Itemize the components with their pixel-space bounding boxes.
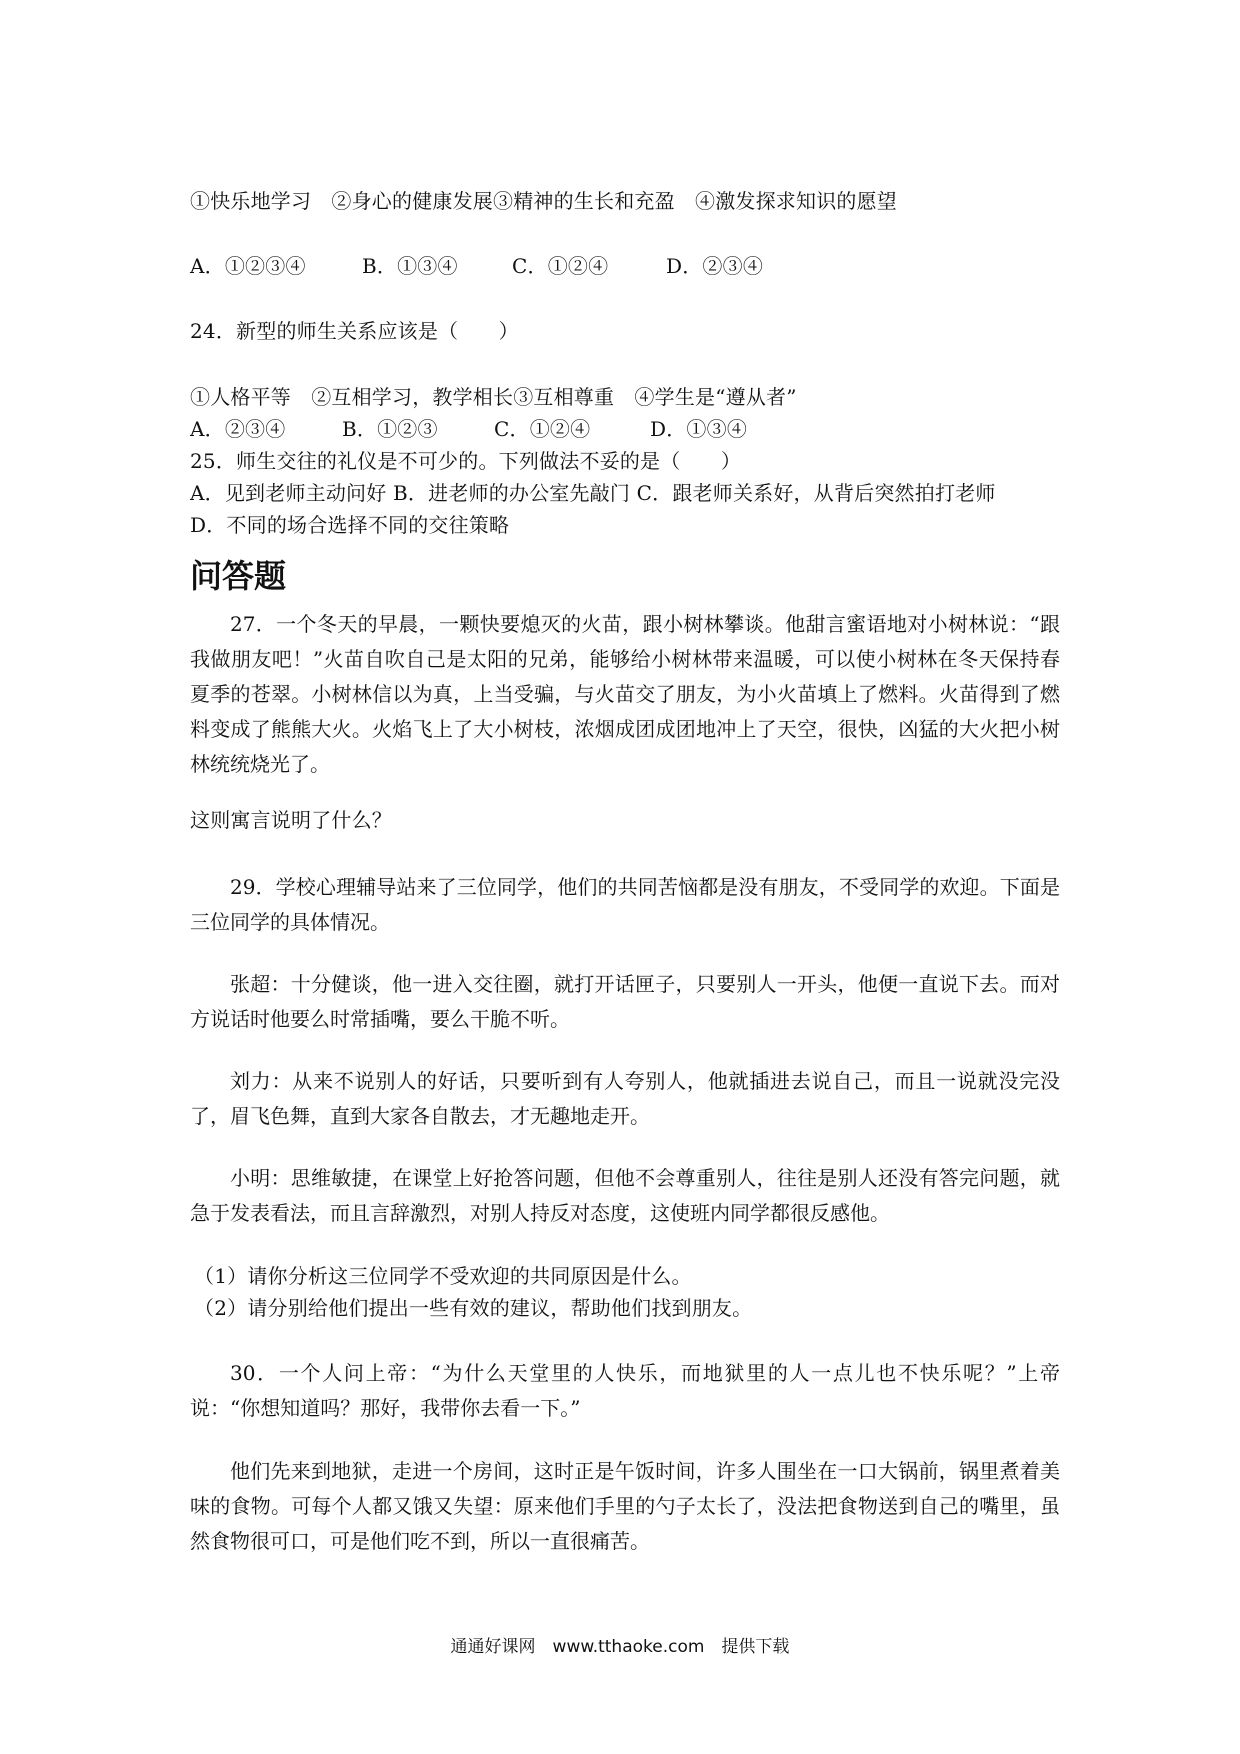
q25-options-line1: A．见到老师主动问好 B．进老师的办公室先敲门 C．跟老师关系好，从背后突然拍打老师 bbox=[190, 481, 996, 505]
q25-options-line2: D．不同的场合选择不同的交往策略 bbox=[190, 513, 510, 537]
q27-question: 这则寓言说明了什么？ bbox=[190, 808, 392, 832]
q24-option-b: B．①②③ bbox=[342, 417, 438, 441]
q24-option-c: C．①②④ bbox=[494, 417, 591, 441]
q24-options bbox=[190, 415, 747, 443]
q30-p1: 30．一个人问上帝：“为什么天堂里的人快乐，而地狱里的人一点儿也不快乐呢？”上帝说：“你想知道吗？那好，我带你去看一下。” bbox=[190, 1361, 1060, 1420]
q29-xiaoming: 小明：思维敏捷，在课堂上好抢答问题，但他不会尊重别人，往往是别人还没有答完问题，就急于发表看法，而且言辞激烈，对别人持反对态度，这使班内同学都很反感他。 bbox=[190, 1166, 1060, 1225]
section-title: 问答题 bbox=[190, 557, 287, 595]
q23-option-a: A．①②③④ bbox=[190, 254, 306, 278]
q25-stem: 25．师生交往的礼仪是不可少的。下列做法不妥的是（ ） bbox=[190, 449, 742, 473]
q23-option-d: D．②③④ bbox=[666, 254, 764, 278]
q24-stem: 24．新型的师生关系应该是（ ） bbox=[190, 319, 519, 343]
q23-items: ①快乐地学习 ②身心的健康发展③精神的生长和充盈 ④激发探求知识的愿望 bbox=[190, 189, 897, 213]
q30-p2: 他们先来到地狱，走进一个房间，这时正是午饭时间，许多人围坐在一口大锅前，锅里煮着美味的食物。可每个人都又饿又失望：原来他们手里的勺子太长了，没法把食物送到自己的嘴里，虽然食物很可口，可是他们吃不到，所以一直很痛苦。 bbox=[190, 1459, 1060, 1553]
q24-option-d: D．①③④ bbox=[650, 417, 748, 441]
q23-option-c: C．①②④ bbox=[512, 254, 609, 278]
q29-liuli: 刘力：从来不说别人的好话，只要听到有人夸别人，他就插进去说自己，而且一说就没完没了，眉飞色舞，直到大家各自散去，才无趣地走开。 bbox=[190, 1069, 1060, 1128]
q24-option-a: A．②③④ bbox=[190, 417, 286, 441]
q29-sub1: （1）请你分析这三位同学不受欢迎的共同原因是什么。 bbox=[194, 1264, 692, 1288]
q24-items: ①人格平等 ②互相学习，教学相长③互相尊重 ④学生是“遵从者” bbox=[190, 385, 797, 409]
q29-intro: 29．学校心理辅导站来了三位同学，他们的共同苦恼都是没有朋友，不受同学的欢迎。下面是三位同学的具体情况。 bbox=[190, 875, 1060, 934]
q27-passage: 27．一个冬天的早晨，一颗快要熄灭的火苗，跟小树林攀谈。他甜言蜜语地对小树林说：“跟我做朋友吧！”火苗自吹自己是太阳的兄弟，能够给小树林带来温暖，可以使小树林在冬天保持春夏季的苍翠。小树林信以为真，上当受骗，与火苗交了朋友，为小火苗填上了燃料。火苗得到了燃料变成了熊熊大火。火焰飞上了大小树枝，浓烟成团成团地冲上了天空，很快，凶猛的大火把小树林统统烧光了。 bbox=[190, 612, 1060, 776]
q29-sub2: （2）请分别给他们提出一些有效的建议，帮助他们找到朋友。 bbox=[194, 1296, 753, 1320]
q29-zhangchao: 张超：十分健谈，他一进入交往圈，就打开话匣子，只要别人一开头，他便一直说下去。而对方说话时他要么时常插嘴，要么干脆不听。 bbox=[190, 972, 1060, 1031]
q23-options bbox=[190, 252, 763, 280]
footer-credit: 通通好课网 www.tthaoke.com 提供下载 bbox=[450, 1637, 790, 1657]
q23-option-b: B．①③④ bbox=[362, 254, 458, 278]
